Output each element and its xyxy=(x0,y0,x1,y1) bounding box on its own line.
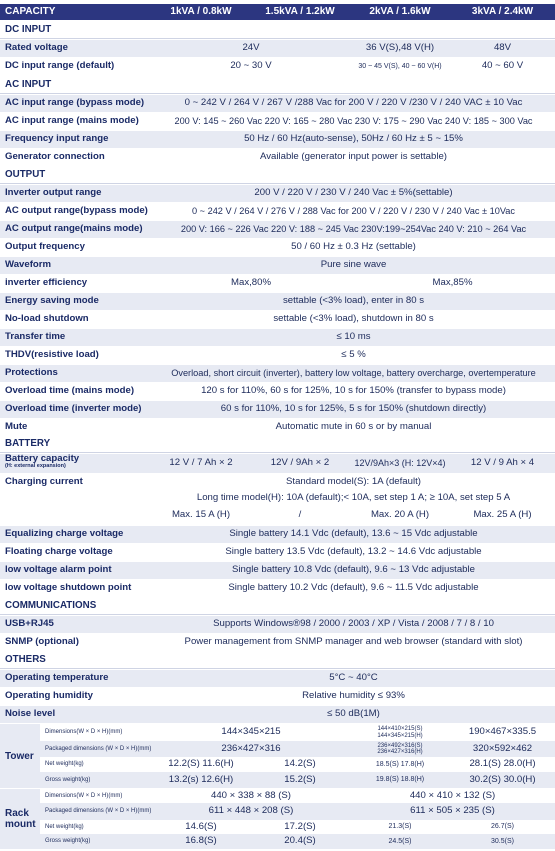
row-label: Energy saving mode xyxy=(5,295,99,307)
row-rated-voltage xyxy=(0,40,555,57)
row-overload-inverter xyxy=(0,401,555,418)
row-noise-level xyxy=(0,706,555,723)
value-1kva-1-5kva: 20 ~ 30 V xyxy=(230,60,272,72)
model-1-5kva: 1.5kVA / 1.2kW xyxy=(265,5,335,17)
row-label: Dimensions(W × D × H)(mm) xyxy=(45,792,123,799)
row-output-frequency xyxy=(0,239,555,256)
value-3kva: 48V xyxy=(493,42,512,54)
row-overload-mains xyxy=(0,383,555,400)
value-3kva: 30.5(S) xyxy=(491,837,514,845)
row-value: Supports Windows®98 / 2000 / 2003 / XP / Vista / 2008 / 7 / 8 / 10 xyxy=(213,618,494,630)
value-2kva: 30 ~ 45 V(S), 40 ~ 60 V(H) xyxy=(358,62,442,70)
row-label: inverter efficiency xyxy=(5,277,88,289)
row-label: Noise level xyxy=(5,708,56,720)
row-label: AC input range (bypass mode) xyxy=(5,97,145,109)
value-2kva-h: 236×427×316(H) xyxy=(377,749,423,755)
value-1kva: 12.2(S) 11.6(H) xyxy=(168,758,234,770)
value-3kva: 26.7(S) xyxy=(491,823,514,831)
row-value: Relative humidity ≤ 93% xyxy=(302,690,405,702)
row-label: AC output range(bypass mode) xyxy=(5,205,148,217)
section-others xyxy=(0,652,555,669)
section-battery xyxy=(0,437,555,453)
value-2kva-s: 236×492×316(S) xyxy=(377,742,423,749)
value-2kva: 19.8(S) 18.8(H) xyxy=(375,776,425,784)
row-label: Equalizing charge voltage xyxy=(5,528,124,540)
section-title: OTHERS xyxy=(5,653,46,665)
value-2kva: Max. 20 A (H) xyxy=(370,509,430,521)
value-1kva: Max. 15 A (H) xyxy=(171,509,231,521)
row-energy-saving xyxy=(0,293,555,310)
row-value: Pure sine wave xyxy=(320,259,387,271)
charge-standard-model: Standard model(S): 1A (default) xyxy=(286,475,421,487)
row-label: SNMP (optional) xyxy=(5,636,79,648)
value-1kva-1-5kva: 611 × 448 × 208 (S) xyxy=(208,805,294,817)
row-value: settable (<3% load), enter in 80 s xyxy=(282,295,425,307)
row-ac-output-mains xyxy=(0,221,555,238)
section-communications xyxy=(0,598,555,615)
value-1-5kva: / xyxy=(298,509,302,521)
row-label: Gross weight(kg) xyxy=(45,776,91,783)
section-title: OUTPUT xyxy=(5,168,46,180)
row-ac-input-mains xyxy=(0,113,555,130)
row-label: Rated voltage xyxy=(5,42,68,54)
row-label: No-load shutdown xyxy=(5,313,89,325)
row-rack-net-weight xyxy=(40,820,555,834)
row-tower-gross-weight xyxy=(40,772,555,788)
row-low-voltage-alarm xyxy=(0,562,555,579)
rack-label-line2: mount xyxy=(5,819,36,830)
row-charging-long-model xyxy=(0,490,555,507)
battery-capacity-note: (H: external expansion) xyxy=(5,463,66,470)
battery-capacity-label: Battery capacity xyxy=(5,454,80,464)
value-2kva: 24.5(S) xyxy=(388,837,412,845)
section-title: AC INPUT xyxy=(5,78,52,90)
row-label: DC input range (default) xyxy=(5,60,115,72)
value-2kva-s: 144×410×215(S) xyxy=(377,726,423,733)
row-value: Single battery 14.1 Vdc (default), 13.6 ~ 15 Vdc adjustable xyxy=(229,528,478,540)
row-ac-output-bypass xyxy=(0,203,555,220)
row-value: Single battery 13.5 Vdc (default), 13.2 ~ 14.6 Vdc adjustable xyxy=(225,546,482,558)
row-inverter-output-range xyxy=(0,185,555,202)
value-3kva: 190×467×335.5 xyxy=(468,726,537,738)
value-1-5kva: 15.2(S) xyxy=(284,773,316,785)
row-thdv xyxy=(0,347,555,364)
section-title: DC INPUT xyxy=(5,23,52,35)
value-1kva: 16.8(S) xyxy=(185,835,217,847)
row-value: 50 Hz / 60 Hz(auto-sense), 50Hz / 60 Hz ± 5 ~ 15% xyxy=(244,133,463,145)
value-1kva: 14.6(S) xyxy=(185,820,217,832)
row-tower-dimensions xyxy=(40,724,555,741)
row-tower-net-weight xyxy=(40,757,555,772)
row-value: ≤ 10 ms xyxy=(336,331,371,343)
section-title: COMMUNICATIONS xyxy=(5,599,97,611)
row-value: 60 s for 110%, 10 s for 125%, 5 s for 150% (shutdown directly) xyxy=(220,403,487,415)
row-label xyxy=(0,454,152,473)
row-label: Inverter output range xyxy=(5,187,102,199)
rack-label-line1: Rack xyxy=(5,808,29,819)
row-label: Operating temperature xyxy=(5,672,109,684)
value-3kva: 40 ~ 60 V xyxy=(481,60,524,72)
row-label: THDV(resistive load) xyxy=(5,349,99,361)
row-label: Packaged dimensions (W × D × H)(mm) xyxy=(45,808,152,815)
row-operating-humidity xyxy=(0,688,555,705)
row-ac-input-bypass xyxy=(0,95,555,112)
value-1-5kva: 12V / 9Ah × 2 xyxy=(270,457,330,469)
row-value: 50 / 60 Hz ± 0.3 Hz (settable) xyxy=(291,241,416,253)
row-label: Overload time (inverter mode) xyxy=(5,403,142,415)
value-3kva: 12 V / 9 Ah × 4 xyxy=(470,457,535,469)
row-label: Generator connection xyxy=(5,151,105,163)
row-label: AC output range(mains mode) xyxy=(5,223,143,235)
row-value: 200 V / 220 V / 230 V / 240 Vac ± 5%(settable) xyxy=(254,187,453,199)
row-snmp xyxy=(0,634,555,651)
row-tower-packaged xyxy=(40,741,555,757)
row-charging-max xyxy=(0,507,555,524)
row-rack-gross-weight xyxy=(40,834,555,849)
row-value: Power management from SNMP manager and web browser (standard with slot) xyxy=(184,636,523,648)
value-2kva: 21.3(S) xyxy=(388,823,412,831)
row-label: Output frequency xyxy=(5,241,85,253)
row-value: 200 V: 145 ~ 260 Vac 220 V: 165 ~ 280 Vac 230 V: 175 ~ 290 Vac 240 V: 185 ~ 300 Vac xyxy=(174,115,533,126)
value-1-5kva: 20.4(S) xyxy=(284,835,316,847)
row-charging-current xyxy=(0,474,555,490)
row-no-load-shutdown xyxy=(0,311,555,328)
value-1-5kva: 14.2(S) xyxy=(284,758,316,770)
section-output xyxy=(0,167,555,184)
charge-long-time-model: Long time model(H): 10A (default);< 10A, set step 1 A; ≥ 10A, set step 5 A xyxy=(196,492,511,504)
row-label: USB+RJ45 xyxy=(5,618,54,630)
row-value: Single battery 10.2 Vdc (default), 9.6 ~ 11.5 Vdc adjustable xyxy=(228,582,479,594)
row-value: 120 s for 110%, 60 s for 125%, 10 s for 150% (transfer to bypass mode) xyxy=(201,385,506,397)
row-label: Net weight(kg) xyxy=(45,823,84,830)
value-1-5kva: 17.2(S) xyxy=(284,820,316,832)
model-1kva: 1kVA / 0.8kW xyxy=(170,5,232,17)
row-label: Net weight(kg) xyxy=(45,761,84,768)
value-2kva xyxy=(350,741,450,757)
row-label: low voltage shutdown point xyxy=(5,582,132,594)
row-label: Packaged dimensions (W × D × H)(mm) xyxy=(45,745,152,752)
tower-group-label: Tower xyxy=(0,724,40,788)
model-2kva: 2kVA / 1.6kW xyxy=(369,5,431,17)
value-1kva-1-5kva: 236×427×316 xyxy=(221,742,281,754)
row-value: settable (<3% load), shutdown in 80 s xyxy=(273,313,434,325)
capacity-title: CAPACITY xyxy=(5,5,56,17)
value-2kva-3kva: Max,85% xyxy=(432,277,473,289)
value-2kva xyxy=(350,724,450,741)
value-1kva: 13.2(s) 12.6(H) xyxy=(168,773,234,785)
row-value: 0 ~ 242 V / 264 V / 267 V /288 Vac for 200 V / 220 V /230 V / 240 VAC ± 10 Vac xyxy=(184,97,523,109)
section-title: BATTERY xyxy=(5,438,51,450)
row-low-voltage-shutdown xyxy=(0,580,555,597)
row-label: Waveform xyxy=(5,259,52,271)
row-label: Frequency input range xyxy=(5,133,109,145)
row-label: Transfer time xyxy=(5,331,66,343)
value-1kva: 12 V / 7 Ah × 2 xyxy=(169,457,233,469)
row-waveform xyxy=(0,257,555,274)
value-3kva: 30.2(S) 30.0(H) xyxy=(469,773,536,785)
row-usb-rj45 xyxy=(0,616,555,633)
row-label: Gross weight(kg) xyxy=(45,838,91,845)
row-label: Floating charge voltage xyxy=(5,546,113,558)
value-2kva: 18.5(S) 17.8(H) xyxy=(375,760,425,768)
value-1kva-1-5kva: 144×345×215 xyxy=(221,726,281,738)
row-label: Overload time (mains mode) xyxy=(5,385,135,397)
row-value: Overload, short circuit (inverter), battery low voltage, battery overcharge, overtemperature xyxy=(171,367,536,378)
rack-mount-group-label xyxy=(0,789,40,849)
value-1kva-1-5kva: 440 × 338 × 88 (S) xyxy=(210,789,291,801)
row-mute xyxy=(0,419,555,436)
row-rack-packaged xyxy=(40,803,555,820)
row-floating-charge xyxy=(0,544,555,561)
value-1kva-1-5kva: Max,80% xyxy=(231,277,271,289)
row-label: Charging current xyxy=(5,475,83,487)
value-2kva-3kva: 611 × 505 × 235 (S) xyxy=(410,805,495,817)
value-3kva: Max. 25 A (H) xyxy=(473,509,532,521)
value-2kva-3kva: 440 × 410 × 132 (S) xyxy=(409,789,496,801)
row-value: Automatic mute in 60 s or by manual xyxy=(275,421,432,433)
model-3kva: 3kVA / 2.4kW xyxy=(471,5,534,17)
row-value: Available (generator input power is settable) xyxy=(259,151,447,163)
section-ac-input xyxy=(0,77,555,94)
row-battery-capacity xyxy=(0,454,555,473)
value-1kva-1-5kva: 24V xyxy=(242,42,260,54)
row-transfer-time xyxy=(0,329,555,346)
row-value: 5°C ~ 40°C xyxy=(329,672,378,684)
row-inverter-efficiency xyxy=(0,275,555,292)
value-2kva: 36 V(S),48 V(H) xyxy=(365,42,435,54)
value-2kva: 12V/9Ah×3 (H: 12V×4) xyxy=(354,457,446,468)
row-equalizing-charge xyxy=(0,526,555,543)
value-3kva: 28.1(S) 28.0(H) xyxy=(469,758,536,770)
row-value: 0 ~ 242 V / 264 V / 276 V / 288 Vac for 200 V / 220 V / 230 V / 240 Vac ± 10Vac xyxy=(192,205,515,216)
row-protections xyxy=(0,365,555,382)
row-dc-input-range xyxy=(0,58,555,75)
row-generator-connection xyxy=(0,149,555,166)
row-label: Mute xyxy=(5,421,28,433)
row-value: Single battery 10.8 Vdc (default), 9.6 ~ 13 Vdc adjustable xyxy=(232,564,475,576)
value-3kva: 320×592×462 xyxy=(472,742,533,754)
capacity-header-row xyxy=(0,4,555,20)
row-rack-dimensions xyxy=(40,789,555,803)
row-value: ≤ 5 % xyxy=(341,349,366,361)
row-value: 200 V: 166 ~ 226 Vac 220 V: 188 ~ 245 Vac 230V:199~254Vac 240 V: 210 ~ 264 Vac xyxy=(180,223,527,234)
row-value: ≤ 50 dB(1M) xyxy=(327,708,380,720)
row-label: low voltage alarm point xyxy=(5,564,112,576)
row-frequency-input xyxy=(0,131,555,148)
row-operating-temperature xyxy=(0,670,555,687)
row-label: Protections xyxy=(5,367,58,379)
section-dc-input xyxy=(0,22,555,39)
value-2kva-h: 144×345×215(H) xyxy=(377,732,423,739)
row-label: AC input range (mains mode) xyxy=(5,115,139,127)
row-label: Operating humidity xyxy=(5,690,93,702)
row-label: Dimensions(W × D × H)(mm) xyxy=(45,729,123,736)
